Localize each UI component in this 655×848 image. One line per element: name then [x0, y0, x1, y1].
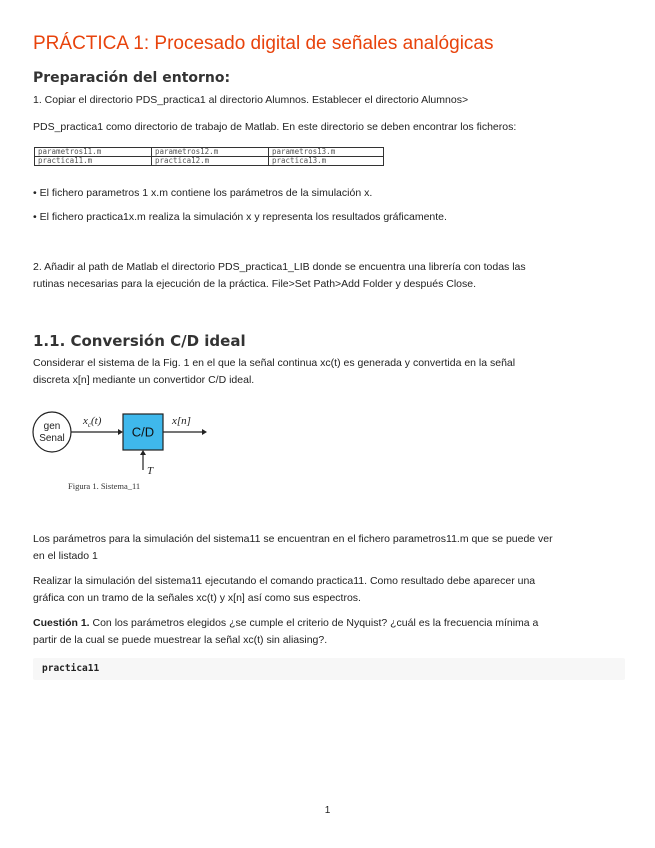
- intro-line1: Considerar el sistema de la Fig. 1 en el que la señal continua xc(t) es generada y convertida en la señal: [33, 357, 516, 369]
- page-title: PRÁCTICA 1: Procesado digital de señales analógicas: [33, 33, 494, 54]
- question-1: [33, 615, 623, 631]
- table-cell: practica13.m: [269, 157, 384, 166]
- section-heading-conversion: 1.1. Conversión C/D ideal: [33, 332, 246, 350]
- figure-caption: Figura 1. Sistema_11: [68, 481, 141, 491]
- generator-circle: [33, 412, 71, 452]
- step2-line2: rutinas necesarias para la ejecución de la práctica. File>Set Path>Add Folder y después Close.: [33, 278, 476, 290]
- bullet-parametros: • El fichero parametros 1 x.m contiene los parámetros de la simulación x.: [33, 187, 373, 199]
- table-cell: parametros12.m: [152, 148, 269, 157]
- gen-label: gen: [43, 421, 61, 432]
- sim-line1: Realizar la simulación del sistema11 ejecutando el comando practica11. Como resultado debe aparecer una: [33, 575, 536, 587]
- table-cell: parametros11.m: [35, 148, 152, 157]
- sim-line2: gráfica con un tramo de la señales xc(t) y x[n] así como sus espectros.: [33, 592, 361, 604]
- input-arrow-head: [118, 429, 123, 435]
- code-block: [33, 658, 625, 680]
- t-label: T: [147, 465, 154, 477]
- sampling-arrow-head: [140, 450, 146, 455]
- bullet-practica: • El fichero practica1x.m realiza la simulación x y representa los resultados gráficamente.: [33, 211, 447, 223]
- page-number: 1: [324, 805, 331, 816]
- xc-label: $x_c(t)$: [83, 415, 102, 429]
- question-label: Cuestión 1.: [33, 617, 90, 629]
- senal-label: Senal: [39, 433, 65, 444]
- xn-label: x[n]: [172, 415, 191, 427]
- intro-line2: discreta x[n] mediante un convertidor C/D ideal.: [33, 374, 255, 386]
- table-cell: parametros13.m: [269, 148, 384, 157]
- question-1-line2: partir de la cual se puede muestrear la señal xc(t) sin aliasing?.: [33, 634, 328, 646]
- params-line1: Los parámetros para la simulación del sistema11 se encuentran en el fichero parametros11.m que se puede ver: [33, 533, 553, 545]
- question-text: Con los parámetros elegidos ¿se cumple el criterio de Nyquist? ¿cuál es la frecuencia mínima a: [89, 617, 539, 629]
- cd-label: C/D: [131, 424, 155, 440]
- section-heading-preparacion: Preparación del entorno:: [33, 70, 231, 86]
- step2-line1: 2. Añadir al path de Matlab el directorio PDS_practica1_LIB donde se encuentra una librería con todas las: [33, 261, 526, 273]
- output-arrow-head: [202, 429, 207, 435]
- params-line2: en el listado 1: [33, 550, 98, 562]
- table-row: [35, 157, 384, 166]
- step1-line2: PDS_practica1 como directorio de trabajo de Matlab. En este directorio se deben encontrar los ficheros:: [33, 121, 517, 133]
- table-cell: practica11.m: [35, 157, 152, 166]
- code-text: practica11: [42, 663, 100, 674]
- files-table: [34, 147, 384, 166]
- step1-line1: 1. Copiar el directorio PDS_practica1 al directorio Alumnos. Establecer el directorio Alumnos>: [33, 94, 469, 106]
- table-cell: practica12.m: [152, 157, 269, 166]
